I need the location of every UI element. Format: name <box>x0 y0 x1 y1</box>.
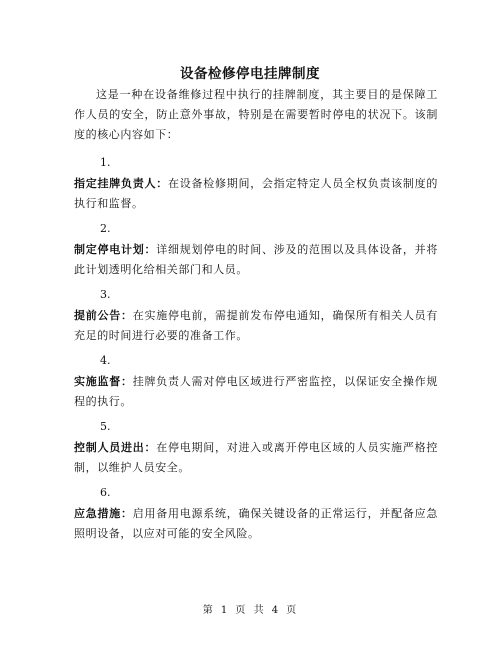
item-text-6: 启用备用电源系统，确保关键设备的正常运行，并配备应急照明设备，以应对可能的安全风险。 <box>74 507 438 540</box>
list-item-1 <box>74 174 438 214</box>
item-text-5: 在停电期间，对进入或离开停电区域的人员实施严格控制，以维护人员安全。 <box>74 441 438 474</box>
list-item-3 <box>74 306 438 346</box>
item-number-2: 2. <box>100 222 111 235</box>
item-text-1: 在设备检修期间，会指定特定人员全权负责该制度的执行和监督。 <box>74 177 438 210</box>
item-number-1: 1. <box>100 156 111 169</box>
item-term-6: 应急措施： <box>74 507 133 520</box>
intro-paragraph: 这是一种在设备维修过程中执行的挂牌制度，其主要目的是保障工作人员的安全，防止意外事故，特别是在需要暂时停电的状况下。该制度的核心内容如下： <box>74 88 438 141</box>
item-term-2: 制定停电计划： <box>74 243 157 256</box>
item-number-5: 5. <box>100 420 111 433</box>
item-term-4: 实施监督： <box>74 375 133 388</box>
list-item-2 <box>74 240 438 280</box>
item-term-1: 指定挂牌负责人： <box>74 177 168 190</box>
list-item-5 <box>74 438 438 478</box>
item-term-5: 控制人员进出： <box>74 441 157 454</box>
item-text-4: 挂牌负责人需对停电区域进行严密监控，以保证安全操作规程的执行。 <box>74 375 438 408</box>
item-number-4: 4. <box>100 354 111 367</box>
page-footer: 第 1 页 共 4 页 <box>202 605 298 616</box>
item-number-6: 6. <box>100 486 111 499</box>
item-text-3: 在实施停电前，需提前发布停电通知，确保所有相关人员有充足的时间进行必要的准备工作。 <box>74 309 438 342</box>
item-term-3: 提前公告： <box>74 309 133 322</box>
item-text-2: 详细规划停电的时间、涉及的范围以及具体设备，并将此计划透明化给相关部门和人员。 <box>74 243 438 276</box>
item-number-3: 3. <box>100 288 111 301</box>
list-item-4 <box>74 372 438 412</box>
list-item-6 <box>74 504 438 544</box>
page-title: 设备检修停电挂牌制度 <box>180 66 320 82</box>
